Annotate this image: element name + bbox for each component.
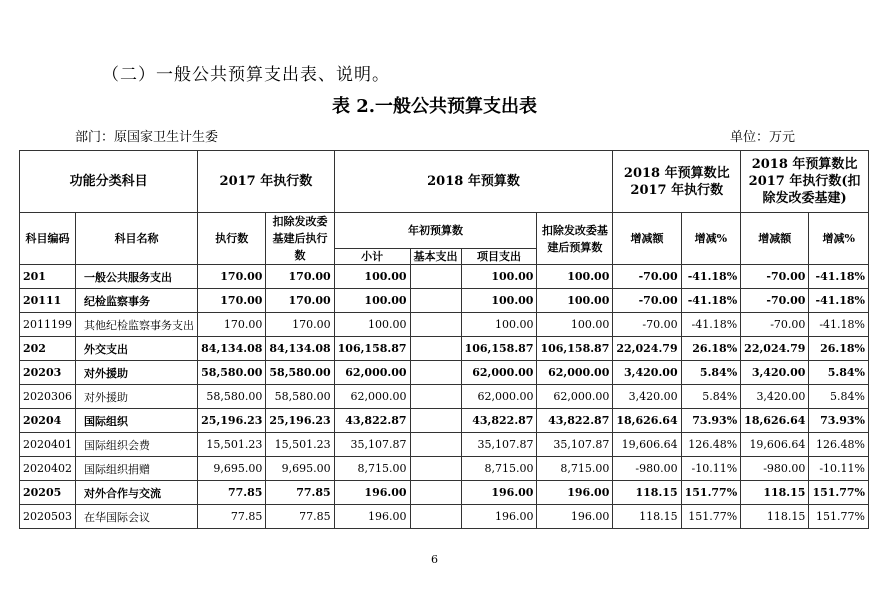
header-func-class: 功能分类科目 — [20, 151, 198, 213]
cell-pct-a: -41.18% — [681, 313, 741, 337]
budget-expenditure-table — [19, 150, 869, 529]
cell-pct-a: 151.77% — [681, 481, 741, 505]
cell-budget-excl: 196.00 — [537, 481, 613, 505]
cell-subtotal: 100.00 — [334, 265, 410, 289]
cell-subtotal: 196.00 — [334, 505, 410, 529]
cell-exec-excl: 77.85 — [266, 481, 334, 505]
cell-pct-a: 73.93% — [681, 409, 741, 433]
cell-exec: 58,580.00 — [198, 361, 266, 385]
cell-budget-excl: 8,715.00 — [537, 457, 613, 481]
header-project: 项目支出 — [461, 248, 537, 264]
cell-exec-excl: 15,501.23 — [266, 433, 334, 457]
cell-basic — [410, 289, 461, 313]
header-compare-b: 2018 年预算数比 2017 年执行数(扣除发改委基建) — [741, 151, 869, 213]
table-row — [20, 433, 869, 457]
cell-diff-b: 18,626.64 — [741, 409, 809, 433]
cell-pct-a: 126.48% — [681, 433, 741, 457]
cell-pct-b: 5.84% — [809, 385, 869, 409]
table-row — [20, 313, 869, 337]
cell-project: 35,107.87 — [461, 433, 537, 457]
cell-diff-b: 3,420.00 — [741, 385, 809, 409]
table-row — [20, 265, 869, 289]
cell-code: 2011199 — [20, 313, 76, 337]
cell-code: 2020402 — [20, 457, 76, 481]
cell-diff-b: 19,606.64 — [741, 433, 809, 457]
cell-budget-excl: 196.00 — [537, 505, 613, 529]
cell-subtotal: 8,715.00 — [334, 457, 410, 481]
cell-diff-b: 118.15 — [741, 481, 809, 505]
cell-basic — [410, 361, 461, 385]
cell-subtotal: 62,000.00 — [334, 385, 410, 409]
cell-name: 对外援助 — [76, 361, 198, 385]
cell-subtotal: 106,158.87 — [334, 337, 410, 361]
cell-name: 国际组织会费 — [76, 433, 198, 457]
cell-pct-b: 151.77% — [809, 481, 869, 505]
cell-project: 8,715.00 — [461, 457, 537, 481]
header-initial-budget: 年初预算数 — [334, 213, 537, 249]
header-name: 科目名称 — [76, 213, 198, 265]
table-row — [20, 409, 869, 433]
section-heading: （二）一般公共预算支出表、说明。 — [102, 65, 390, 85]
cell-exec: 170.00 — [198, 265, 266, 289]
cell-exec: 25,196.23 — [198, 409, 266, 433]
cell-code: 202 — [20, 337, 76, 361]
cell-diff-b: 22,024.79 — [741, 337, 809, 361]
header-budget-excl: 扣除发改委基建后预算数 — [537, 213, 613, 265]
department-label: 部门：原国家卫生计生委 — [75, 130, 219, 145]
header-exec: 执行数 — [198, 213, 266, 265]
cell-basic — [410, 313, 461, 337]
cell-pct-b: 151.77% — [809, 505, 869, 529]
cell-name: 对外援助 — [76, 385, 198, 409]
cell-project: 100.00 — [461, 289, 537, 313]
cell-diff-a: -980.00 — [613, 457, 681, 481]
cell-pct-b: -10.11% — [809, 457, 869, 481]
cell-budget-excl: 35,107.87 — [537, 433, 613, 457]
cell-exec-excl: 170.00 — [266, 289, 334, 313]
cell-name: 纪检监察事务 — [76, 289, 198, 313]
cell-budget-excl: 100.00 — [537, 289, 613, 313]
cell-budget-excl: 43,822.87 — [537, 409, 613, 433]
cell-pct-a: -41.18% — [681, 265, 741, 289]
cell-pct-b: 126.48% — [809, 433, 869, 457]
cell-exec-excl: 170.00 — [266, 265, 334, 289]
cell-exec: 77.85 — [198, 481, 266, 505]
cell-diff-b: -70.00 — [741, 289, 809, 313]
cell-pct-a: 26.18% — [681, 337, 741, 361]
cell-name: 一般公共服务支出 — [76, 265, 198, 289]
cell-project: 62,000.00 — [461, 385, 537, 409]
header-diff-b: 增减额 — [741, 213, 809, 265]
cell-subtotal: 35,107.87 — [334, 433, 410, 457]
cell-subtotal: 196.00 — [334, 481, 410, 505]
cell-subtotal: 100.00 — [334, 313, 410, 337]
header-basic: 基本支出 — [410, 248, 461, 264]
cell-budget-excl: 62,000.00 — [537, 361, 613, 385]
cell-exec-excl: 58,580.00 — [266, 385, 334, 409]
cell-budget-excl: 100.00 — [537, 265, 613, 289]
cell-basic — [410, 265, 461, 289]
cell-basic — [410, 409, 461, 433]
cell-diff-a: -70.00 — [613, 289, 681, 313]
cell-exec-excl: 84,134.08 — [266, 337, 334, 361]
cell-pct-b: 5.84% — [809, 361, 869, 385]
table-title: 表 2.一般公共预算支出表 — [331, 96, 538, 117]
header-pct-a: 增减% — [681, 213, 741, 265]
cell-project: 196.00 — [461, 505, 537, 529]
cell-exec: 170.00 — [198, 313, 266, 337]
cell-code: 201 — [20, 265, 76, 289]
header-subtotal: 小计 — [334, 248, 410, 264]
cell-basic — [410, 385, 461, 409]
cell-pct-b: -41.18% — [809, 313, 869, 337]
cell-diff-b: -70.00 — [741, 313, 809, 337]
cell-pct-a: -10.11% — [681, 457, 741, 481]
header-diff-a: 增减额 — [613, 213, 681, 265]
cell-name: 对外合作与交流 — [76, 481, 198, 505]
cell-exec-excl: 9,695.00 — [266, 457, 334, 481]
page-number: 6 — [431, 553, 438, 566]
cell-diff-a: -70.00 — [613, 265, 681, 289]
cell-budget-excl: 100.00 — [537, 313, 613, 337]
cell-pct-b: 26.18% — [809, 337, 869, 361]
cell-subtotal: 62,000.00 — [334, 361, 410, 385]
cell-exec: 77.85 — [198, 505, 266, 529]
cell-diff-a: 3,420.00 — [613, 385, 681, 409]
cell-budget-excl: 106,158.87 — [537, 337, 613, 361]
cell-diff-b: 118.15 — [741, 505, 809, 529]
cell-basic — [410, 481, 461, 505]
cell-budget-excl: 62,000.00 — [537, 385, 613, 409]
cell-pct-b: 73.93% — [809, 409, 869, 433]
cell-pct-a: 5.84% — [681, 361, 741, 385]
cell-project: 43,822.87 — [461, 409, 537, 433]
cell-subtotal: 100.00 — [334, 289, 410, 313]
table-row — [20, 361, 869, 385]
cell-project: 100.00 — [461, 313, 537, 337]
cell-pct-a: -41.18% — [681, 289, 741, 313]
cell-basic — [410, 337, 461, 361]
cell-diff-b: -70.00 — [741, 265, 809, 289]
header-budget-2018: 2018 年预算数 — [334, 151, 613, 213]
cell-name: 外交支出 — [76, 337, 198, 361]
cell-diff-a: 3,420.00 — [613, 361, 681, 385]
unit-label: 单位：万元 — [730, 130, 796, 145]
cell-code: 2020306 — [20, 385, 76, 409]
table-row — [20, 505, 869, 529]
cell-exec: 170.00 — [198, 289, 266, 313]
cell-code: 20203 — [20, 361, 76, 385]
cell-project: 106,158.87 — [461, 337, 537, 361]
header-compare-a: 2018 年预算数比 2017 年执行数 — [613, 151, 741, 213]
cell-project: 62,000.00 — [461, 361, 537, 385]
cell-pct-a: 5.84% — [681, 385, 741, 409]
table-row — [20, 385, 869, 409]
cell-exec: 84,134.08 — [198, 337, 266, 361]
table-row — [20, 337, 869, 361]
cell-diff-a: 118.15 — [613, 481, 681, 505]
cell-basic — [410, 505, 461, 529]
cell-pct-a: 151.77% — [681, 505, 741, 529]
cell-exec: 58,580.00 — [198, 385, 266, 409]
header-code: 科目编码 — [20, 213, 76, 265]
cell-name: 其他纪检监察事务支出 — [76, 313, 198, 337]
cell-code: 20111 — [20, 289, 76, 313]
cell-diff-a: 18,626.64 — [613, 409, 681, 433]
header-pct-b: 增减% — [809, 213, 869, 265]
cell-diff-a: 118.15 — [613, 505, 681, 529]
cell-pct-b: -41.18% — [809, 265, 869, 289]
cell-exec-excl: 25,196.23 — [266, 409, 334, 433]
cell-name: 国际组织捐赠 — [76, 457, 198, 481]
cell-diff-b: 3,420.00 — [741, 361, 809, 385]
cell-project: 100.00 — [461, 265, 537, 289]
cell-project: 196.00 — [461, 481, 537, 505]
cell-subtotal: 43,822.87 — [334, 409, 410, 433]
cell-exec-excl: 77.85 — [266, 505, 334, 529]
cell-diff-a: 22,024.79 — [613, 337, 681, 361]
header-exec-2017: 2017 年执行数 — [198, 151, 335, 213]
header-exec-excl: 扣除发改委基建后执行数 — [266, 213, 334, 265]
cell-basic — [410, 457, 461, 481]
cell-diff-b: -980.00 — [741, 457, 809, 481]
cell-pct-b: -41.18% — [809, 289, 869, 313]
cell-code: 20204 — [20, 409, 76, 433]
cell-exec: 15,501.23 — [198, 433, 266, 457]
cell-exec-excl: 170.00 — [266, 313, 334, 337]
cell-code: 20205 — [20, 481, 76, 505]
table-row — [20, 289, 869, 313]
table-row — [20, 457, 869, 481]
cell-name: 在华国际会议 — [76, 505, 198, 529]
cell-basic — [410, 433, 461, 457]
cell-exec: 9,695.00 — [198, 457, 266, 481]
cell-name: 国际组织 — [76, 409, 198, 433]
table-row — [20, 481, 869, 505]
cell-diff-a: 19,606.64 — [613, 433, 681, 457]
cell-exec-excl: 58,580.00 — [266, 361, 334, 385]
cell-code: 2020401 — [20, 433, 76, 457]
cell-diff-a: -70.00 — [613, 313, 681, 337]
cell-code: 2020503 — [20, 505, 76, 529]
